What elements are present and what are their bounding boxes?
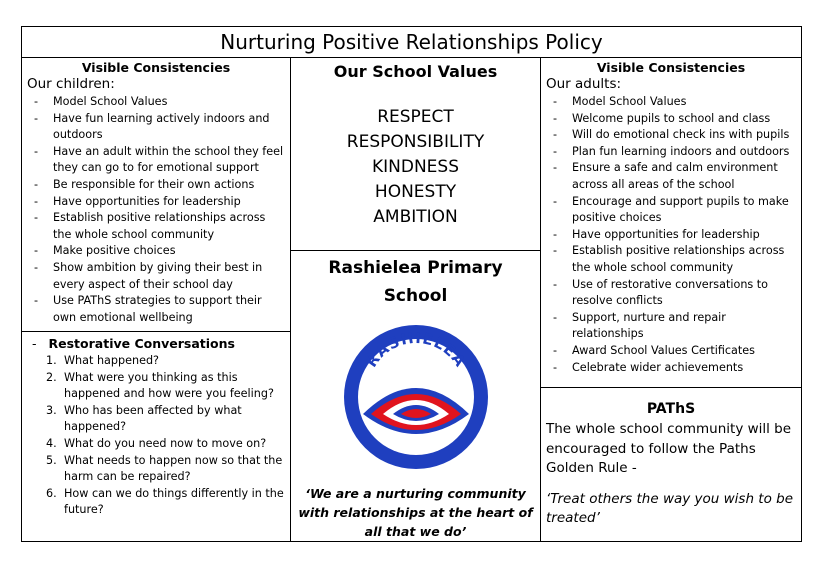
restorative-question xyxy=(22,403,290,436)
list-item: - Use of restorative conversations to resolve conflicts xyxy=(541,277,801,310)
values-list xyxy=(291,105,540,230)
question-text: What do you need now to move on? xyxy=(64,436,267,450)
adults-list xyxy=(541,94,801,376)
children-consistencies-section xyxy=(22,58,290,332)
question-number: 2. xyxy=(46,370,57,384)
school-value: RESPONSIBILITY xyxy=(346,132,485,152)
list-item: - Establish positive relationships across the whole school community xyxy=(541,243,801,276)
school-name-line1: Rashielea Primary xyxy=(328,258,503,278)
question-text: How can we do things differently in the future? xyxy=(64,486,284,517)
restorative-question xyxy=(22,353,290,370)
right-column xyxy=(541,58,801,541)
list-item: - Establish positive relationships across the whole school community xyxy=(22,210,290,243)
list-item: - Celebrate wider achievements xyxy=(541,360,801,377)
list-item: - Model School Values xyxy=(22,94,290,111)
question-text: What were you thinking as this happened and how were you feeling? xyxy=(64,370,274,401)
list-item: - Support, nurture and repair relationships xyxy=(541,310,801,343)
list-item: - Make positive choices xyxy=(22,243,290,260)
paths-heading: PAThS xyxy=(646,401,696,417)
list-item: - Ensure a safe and calm environment across all areas of the school xyxy=(541,160,801,193)
adults-subheading: Our adults: xyxy=(546,76,622,92)
school-name xyxy=(291,254,540,310)
restorative-section xyxy=(22,332,290,519)
school-logo xyxy=(341,322,491,472)
school-value: RESPECT xyxy=(377,107,454,127)
policy-poster xyxy=(21,26,802,542)
question-number: 1. xyxy=(46,354,57,367)
school-value: AMBITION xyxy=(373,207,458,227)
logo-text: RASHIELEA xyxy=(361,328,470,371)
adults-consistencies-heading: Visible Consistencies xyxy=(596,60,746,75)
restorative-question xyxy=(22,370,290,403)
restorative-question xyxy=(22,436,290,453)
children-subheading: Our children: xyxy=(27,76,115,92)
list-item: - Have fun learning actively indoors and outdoors xyxy=(22,111,290,144)
list-item: - Welcome pupils to school and class xyxy=(541,111,801,128)
school-value: KINDNESS xyxy=(371,157,459,177)
middle-column xyxy=(291,58,541,541)
school-motto: ‘We are a nurturing community with relationships at the heart of all that we do’ xyxy=(298,486,533,539)
list-item: - Have opportunities for leadership xyxy=(541,227,801,244)
paths-text: The whole school community will be encouraged to follow the Paths Golden Rule - xyxy=(546,421,792,476)
list-item: - Be responsible for their own actions xyxy=(22,177,290,194)
list-item: - Have opportunities for leadership xyxy=(22,194,290,211)
list-item: - Plan fun learning indoors and outdoors xyxy=(541,144,801,161)
restorative-question xyxy=(22,453,290,486)
adults-consistencies-section xyxy=(541,58,801,388)
question-text: Who has been affected by what happened? xyxy=(64,403,242,434)
school-name-line2: School xyxy=(383,286,448,306)
school-section xyxy=(291,251,540,541)
question-number: 6. xyxy=(46,486,57,500)
paths-section xyxy=(541,388,801,529)
children-list xyxy=(22,94,290,326)
golden-rule: ‘Treat others the way you wish to be treated’ xyxy=(546,490,794,526)
list-item: - Award School Values Certificates xyxy=(541,343,801,360)
restorative-questions-list xyxy=(22,353,290,519)
list-item: - Have an adult within the school they feel they can go to for emotional support xyxy=(22,144,290,177)
school-values-section xyxy=(291,58,540,251)
school-value: HONESTY xyxy=(374,182,457,202)
question-number: 3. xyxy=(46,403,57,417)
list-item: - Model School Values xyxy=(541,94,801,111)
question-text: What happened? xyxy=(64,354,159,367)
question-number: 5. xyxy=(46,453,57,467)
restorative-heading: - Restorative Conversations xyxy=(32,336,290,351)
values-heading: Our School Values xyxy=(333,62,498,81)
restorative-question xyxy=(22,486,290,519)
list-item: - Encourage and support pupils to make positive choices xyxy=(541,194,801,227)
children-consistencies-heading: Visible Consistencies xyxy=(81,60,231,75)
left-column xyxy=(22,58,291,541)
question-text: What needs to happen now so that the harm can be repaired? xyxy=(64,453,283,484)
list-item: - Use PAThS strategies to support their own emotional wellbeing xyxy=(22,293,290,326)
list-item: - Show ambition by giving their best in every aspect of their school day xyxy=(22,260,290,293)
question-number: 4. xyxy=(46,436,57,450)
list-item: - Will do emotional check ins with pupils xyxy=(541,127,801,144)
page-title: Nurturing Positive Relationships Policy xyxy=(22,27,801,58)
